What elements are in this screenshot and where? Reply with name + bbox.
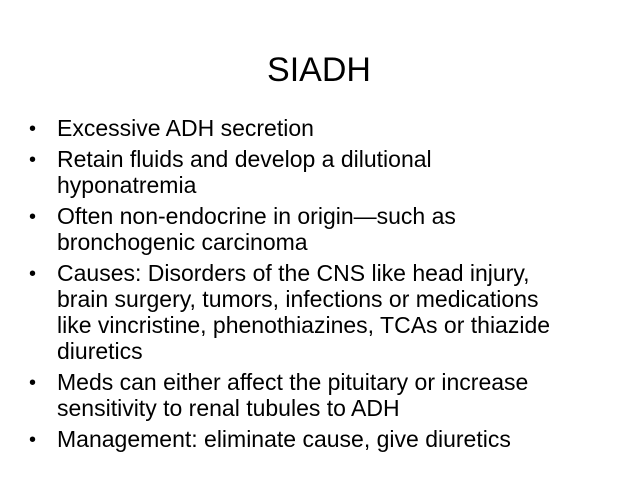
- bullet-text: Often non-endocrine in origin—such as bronchogenic carcinoma: [57, 203, 456, 255]
- bullet-text: Retain fluids and develop a dilutional hyponatremia: [57, 146, 432, 198]
- bullet-item: [0, 146, 577, 198]
- bullet-list: [0, 115, 638, 457]
- bullet-item: [0, 426, 577, 452]
- bullet-icon: •: [29, 372, 37, 394]
- bullet-item: [0, 203, 577, 255]
- bullet-icon: •: [29, 206, 37, 228]
- slide-title: SIADH: [267, 51, 371, 89]
- bullet-text: Causes: Disorders of the CNS like head injury, brain surgery, tumors, infections or medications like vincristine, phenothiazines, TCAs or thiazide diuretics: [57, 260, 551, 364]
- bullet-text: Meds can either affect the pituitary or increase sensitivity to renal tubules to ADH: [57, 369, 529, 421]
- bullet-icon: •: [29, 118, 37, 140]
- bullet-item: [0, 369, 577, 421]
- bullet-icon: •: [29, 149, 37, 171]
- bullet-icon: •: [29, 429, 37, 451]
- bullet-item: [0, 260, 577, 364]
- bullet-item: [0, 115, 577, 141]
- bullet-text: Management: eliminate cause, give diuretics: [57, 426, 511, 452]
- bullet-text: Excessive ADH secretion: [57, 115, 314, 141]
- bullet-icon: •: [29, 263, 37, 285]
